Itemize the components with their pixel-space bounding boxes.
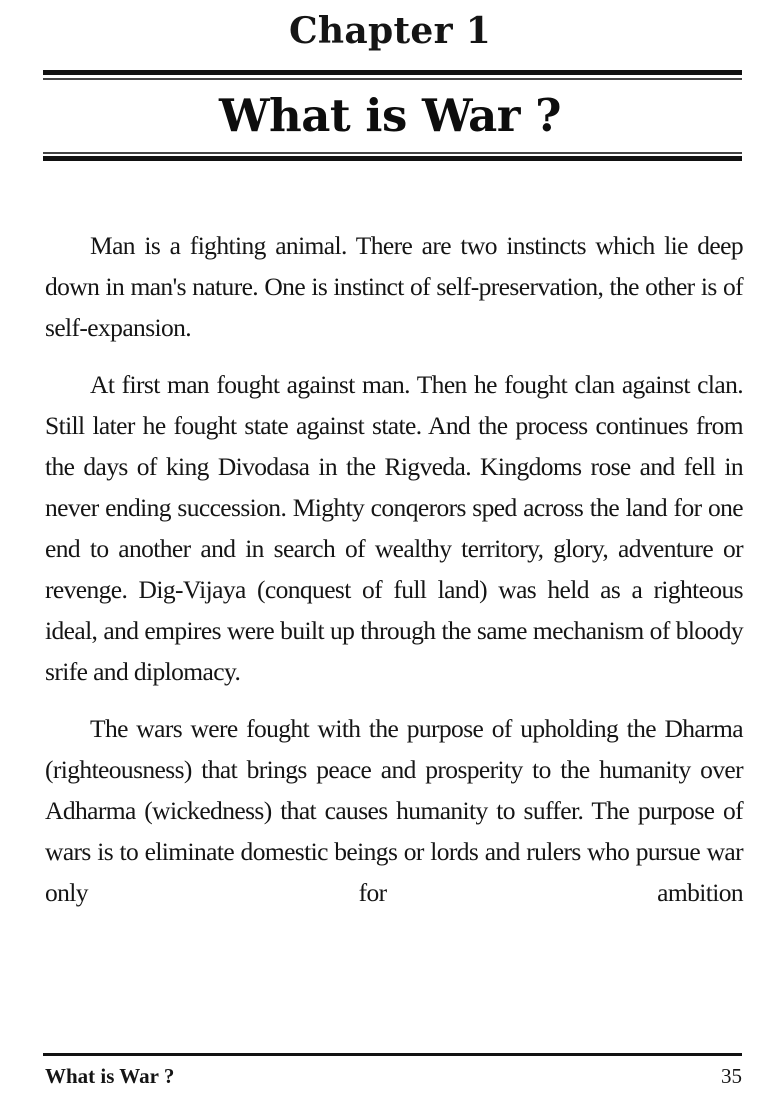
- running-title: What is War ?: [45, 1064, 175, 1088]
- page-footer: [45, 1064, 742, 1089]
- paragraph-1: Man is a fighting animal. There are two instincts which lie deep down in man's nature. One is instinct of self-preservation, the other is of self-expansion.: [45, 231, 743, 342]
- footer-rule: [43, 1053, 742, 1056]
- paragraph-3: The wars were fought with the purpose of upholding the Dharma (righteousness) that brings peace and prosperity to the humanity over Adharma (wickedness) that causes humanity to suffer. The purpose of wars is to eliminate domestic beings or lords and rulers who pursue war only for ambition: [45, 714, 743, 907]
- top-thin-rule: [43, 78, 742, 80]
- chapter-label: Chapter 1: [288, 10, 492, 52]
- body-text: [45, 225, 743, 929]
- bottom-thin-rule: [43, 152, 742, 154]
- bottom-thick-rule: [43, 156, 742, 161]
- paragraph-2: At first man fought against man. Then he fought clan against clan. Still later he fought state against state. And the process continues from the days of king Divodasa in the Rigveda. Kingdoms rose and fell in never ending succession. Mighty conqerors sped across the land for one end to another and in search of wealthy territory, glory, adventure or revenge. Dig-Vijaya (conquest of full land) was held as a righteous ideal, and empires were built up through the same mechanism of bloody srife and diplomacy.: [45, 370, 743, 686]
- top-thick-rule: [43, 70, 742, 75]
- chapter-title: What is War ?: [219, 89, 561, 142]
- page-number: 35: [721, 1064, 742, 1088]
